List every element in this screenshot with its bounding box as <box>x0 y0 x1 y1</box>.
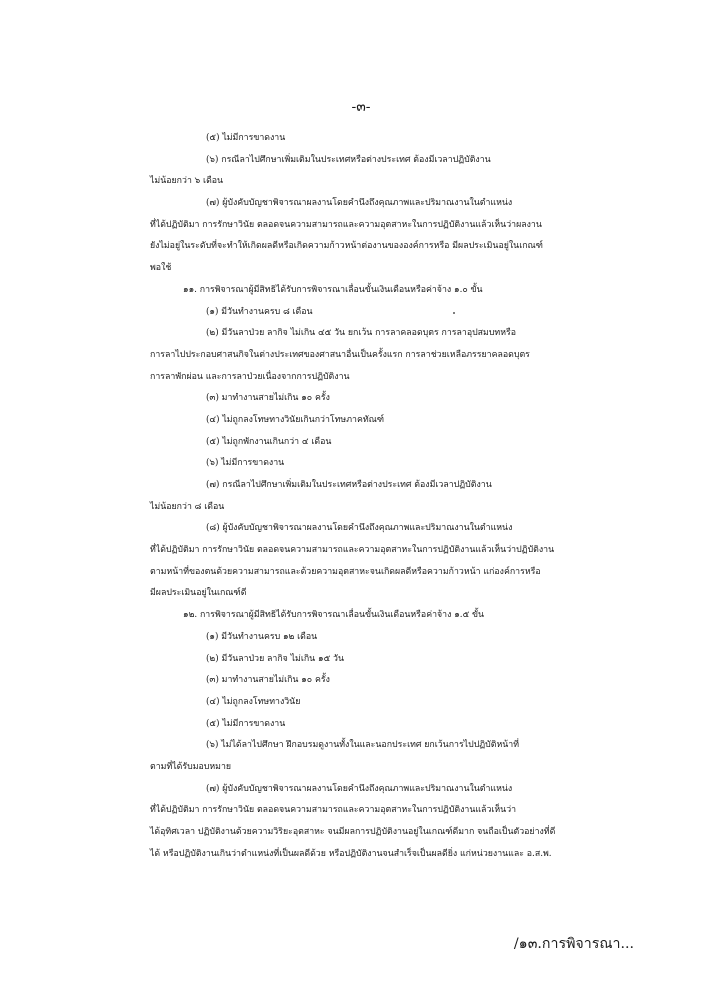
clause-continuation: ได้อุทิศเวลา ปฏิบัติงานด้วยความวิริยะอุตสาหะ จนมีผลการปฏิบัติงานอยู่ในเกณฑ์ดีมาก จนถือเป็นตัวอย่างที่ดี <box>150 827 556 837</box>
clause-continuation: ตามหน้าที่ของตนด้วยความสามารถและด้วยความอุตสาหะจนเกิดผลดีหรือความก้าวหน้า แก่องค์การหรือ <box>150 566 541 577</box>
clause-continuation: ที่ได้ปฏิบัติมา การรักษาวินัย ตลอดจนความสามารถและความอุตสาหะในการปฏิบัติงานแล้วเห็นว่า <box>150 805 517 816</box>
clause-continuation: ได้ หรือปฏิบัติงานเกินว่าตำแหน่งที่เป็นผลดีด้วย หรือปฏิบัติงานจนสำเร็จเป็นผลดียิ่ง แก่หน่วยงานและ อ.ส.พ. <box>150 848 552 859</box>
clause-continuation: ยังไม่อยู่ในระดับที่จะทำให้เกิดผลดีหรือเกิดความก้าวหน้าต่องานขององค์การหรือ มีผลประเมินอยู่ในเกณฑ์ <box>150 241 543 252</box>
clause-continuation: การลาพักผ่อน และการลาป่วยเนื่องจากการปฏิบัติงาน <box>150 371 350 382</box>
clause-line: (๘) ผู้บังคับบัญชาพิจารณาผลงานโดยคำนึงถึงคุณภาพและปริมาณงานในตำแหน่ง <box>206 523 513 534</box>
clause-line: (๖) ไม่ได้ลาไปศึกษา ฝึกอบรมดูงานทั้งในและนอกประเทศ ยกเว้นการไปปฏิบัติหน้าที่ <box>206 740 520 751</box>
clause-line: (๕) ไม่ถูกพักงานเกินกว่า ๔ เดือน <box>206 436 332 447</box>
clause-line: (๗) กรณีลาไปศึกษาเพิ่มเติมในประเทศหรือต่างประเทศ ต้องมีเวลาปฏิบัติงาน <box>206 480 492 490</box>
clause-continuation: มีผลประเมินอยู่ในเกณฑ์ดี <box>150 588 247 599</box>
section-heading-11: ๑๑. การพิจารณาผู้มีสิทธิได้รับการพิจารณาเลื่อนขั้นเงินเดือนหรือค่าจ้าง ๑.๐ ขั้น <box>183 284 483 295</box>
scan-speck <box>453 312 455 314</box>
clause-line: (๔) ไม่ถูกลงโทษทางวินัย <box>206 696 301 707</box>
clause-line: (๑) มีวันทำงานครบ ๘ เดือน <box>206 306 313 317</box>
section-heading-12: ๑๒. การพิจารณาผู้มีสิทธิได้รับการพิจารณาเลื่อนขั้นเงินเดือนหรือค่าจ้าง ๑.๕ ขั้น <box>183 610 485 621</box>
clause-line: (๗) ผู้บังคับบัญชาพิจารณาผลงานโดยคำนึงถึงคุณภาพและปริมาณงานในตำแหน่ง <box>206 198 513 209</box>
clause-line: (๓) มาทำงานสายไม่เกิน ๑๐ ครั้ง <box>206 393 330 404</box>
clause-line: (๖) ไม่มีการขาดงาน <box>206 458 285 469</box>
clause-continuation: ที่ได้ปฏิบัติมา การรักษาวินัย ตลอดจนความสามารถและความอุตสาหะในการปฏิบัติงานแล้วเห็นว่าปฏิบัติงาน <box>150 545 555 556</box>
clause-continuation: ตามที่ได้รับมอบหมาย <box>150 761 232 772</box>
clause-continuation: ที่ได้ปฏิบัติมา การรักษาวินัย ตลอดจนความสามารถและความอุตสาหะในการปฏิบัติงานแล้วเห็นว่าผลงาน <box>150 219 542 230</box>
clause-line: (๒) มีวันลาป่วย ลากิจ ไม่เกิน ๔๕ วัน ยกเว้น การลาคลอดบุตร การลาอุปสมบทหรือ <box>206 328 517 339</box>
clause-line: (๒) มีวันลาป่วย ลากิจ ไม่เกิน ๑๕ วัน <box>206 653 344 664</box>
clause-continuation: ไม่น้อยกว่า ๖ เดือน <box>150 176 224 187</box>
clause-line: (๑) มีวันทำงานครบ ๑๒ เดือน <box>206 631 318 642</box>
clause-continuation: การลาไปประกอบศาสนกิจในต่างประเทศของศาสนาอื่นเป็นครั้งแรก การลาช่วยเหลือภรรยาคลอดบุตร <box>150 349 530 360</box>
clause-line: (๕) ไม่มีการขาดงาน <box>206 718 286 729</box>
clause-line: (๖) กรณีลาไปศึกษาเพิ่มเติมในประเทศหรือต่างประเทศ ต้องมีเวลาปฏิบัติงาน <box>206 154 491 165</box>
clause-line: (๔) ไม่ถูกลงโทษทางวินัยเกินกว่าโทษภาคทัณฑ์ <box>206 414 385 425</box>
page-number: -๓- <box>351 99 371 115</box>
clause-line: (๗) ผู้บังคับบัญชาพิจารณาผลงานโดยคำนึงถึงคุณภาพและปริมาณงานในตำแหน่ง <box>206 783 513 794</box>
document-body <box>0 128 722 865</box>
clause-continuation: ไม่น้อยกว่า ๘ เดือน <box>150 501 225 512</box>
clause-continuation: พอใช้ <box>150 263 172 274</box>
clause-line: (๕) ไม่มีการขาดงาน <box>206 133 286 143</box>
continuation-footer: /๑๓.การพิจารณา... <box>513 936 634 952</box>
clause-line: (๓) มาทำงานสายไม่เกิน ๑๐ ครั้ง <box>206 675 330 686</box>
